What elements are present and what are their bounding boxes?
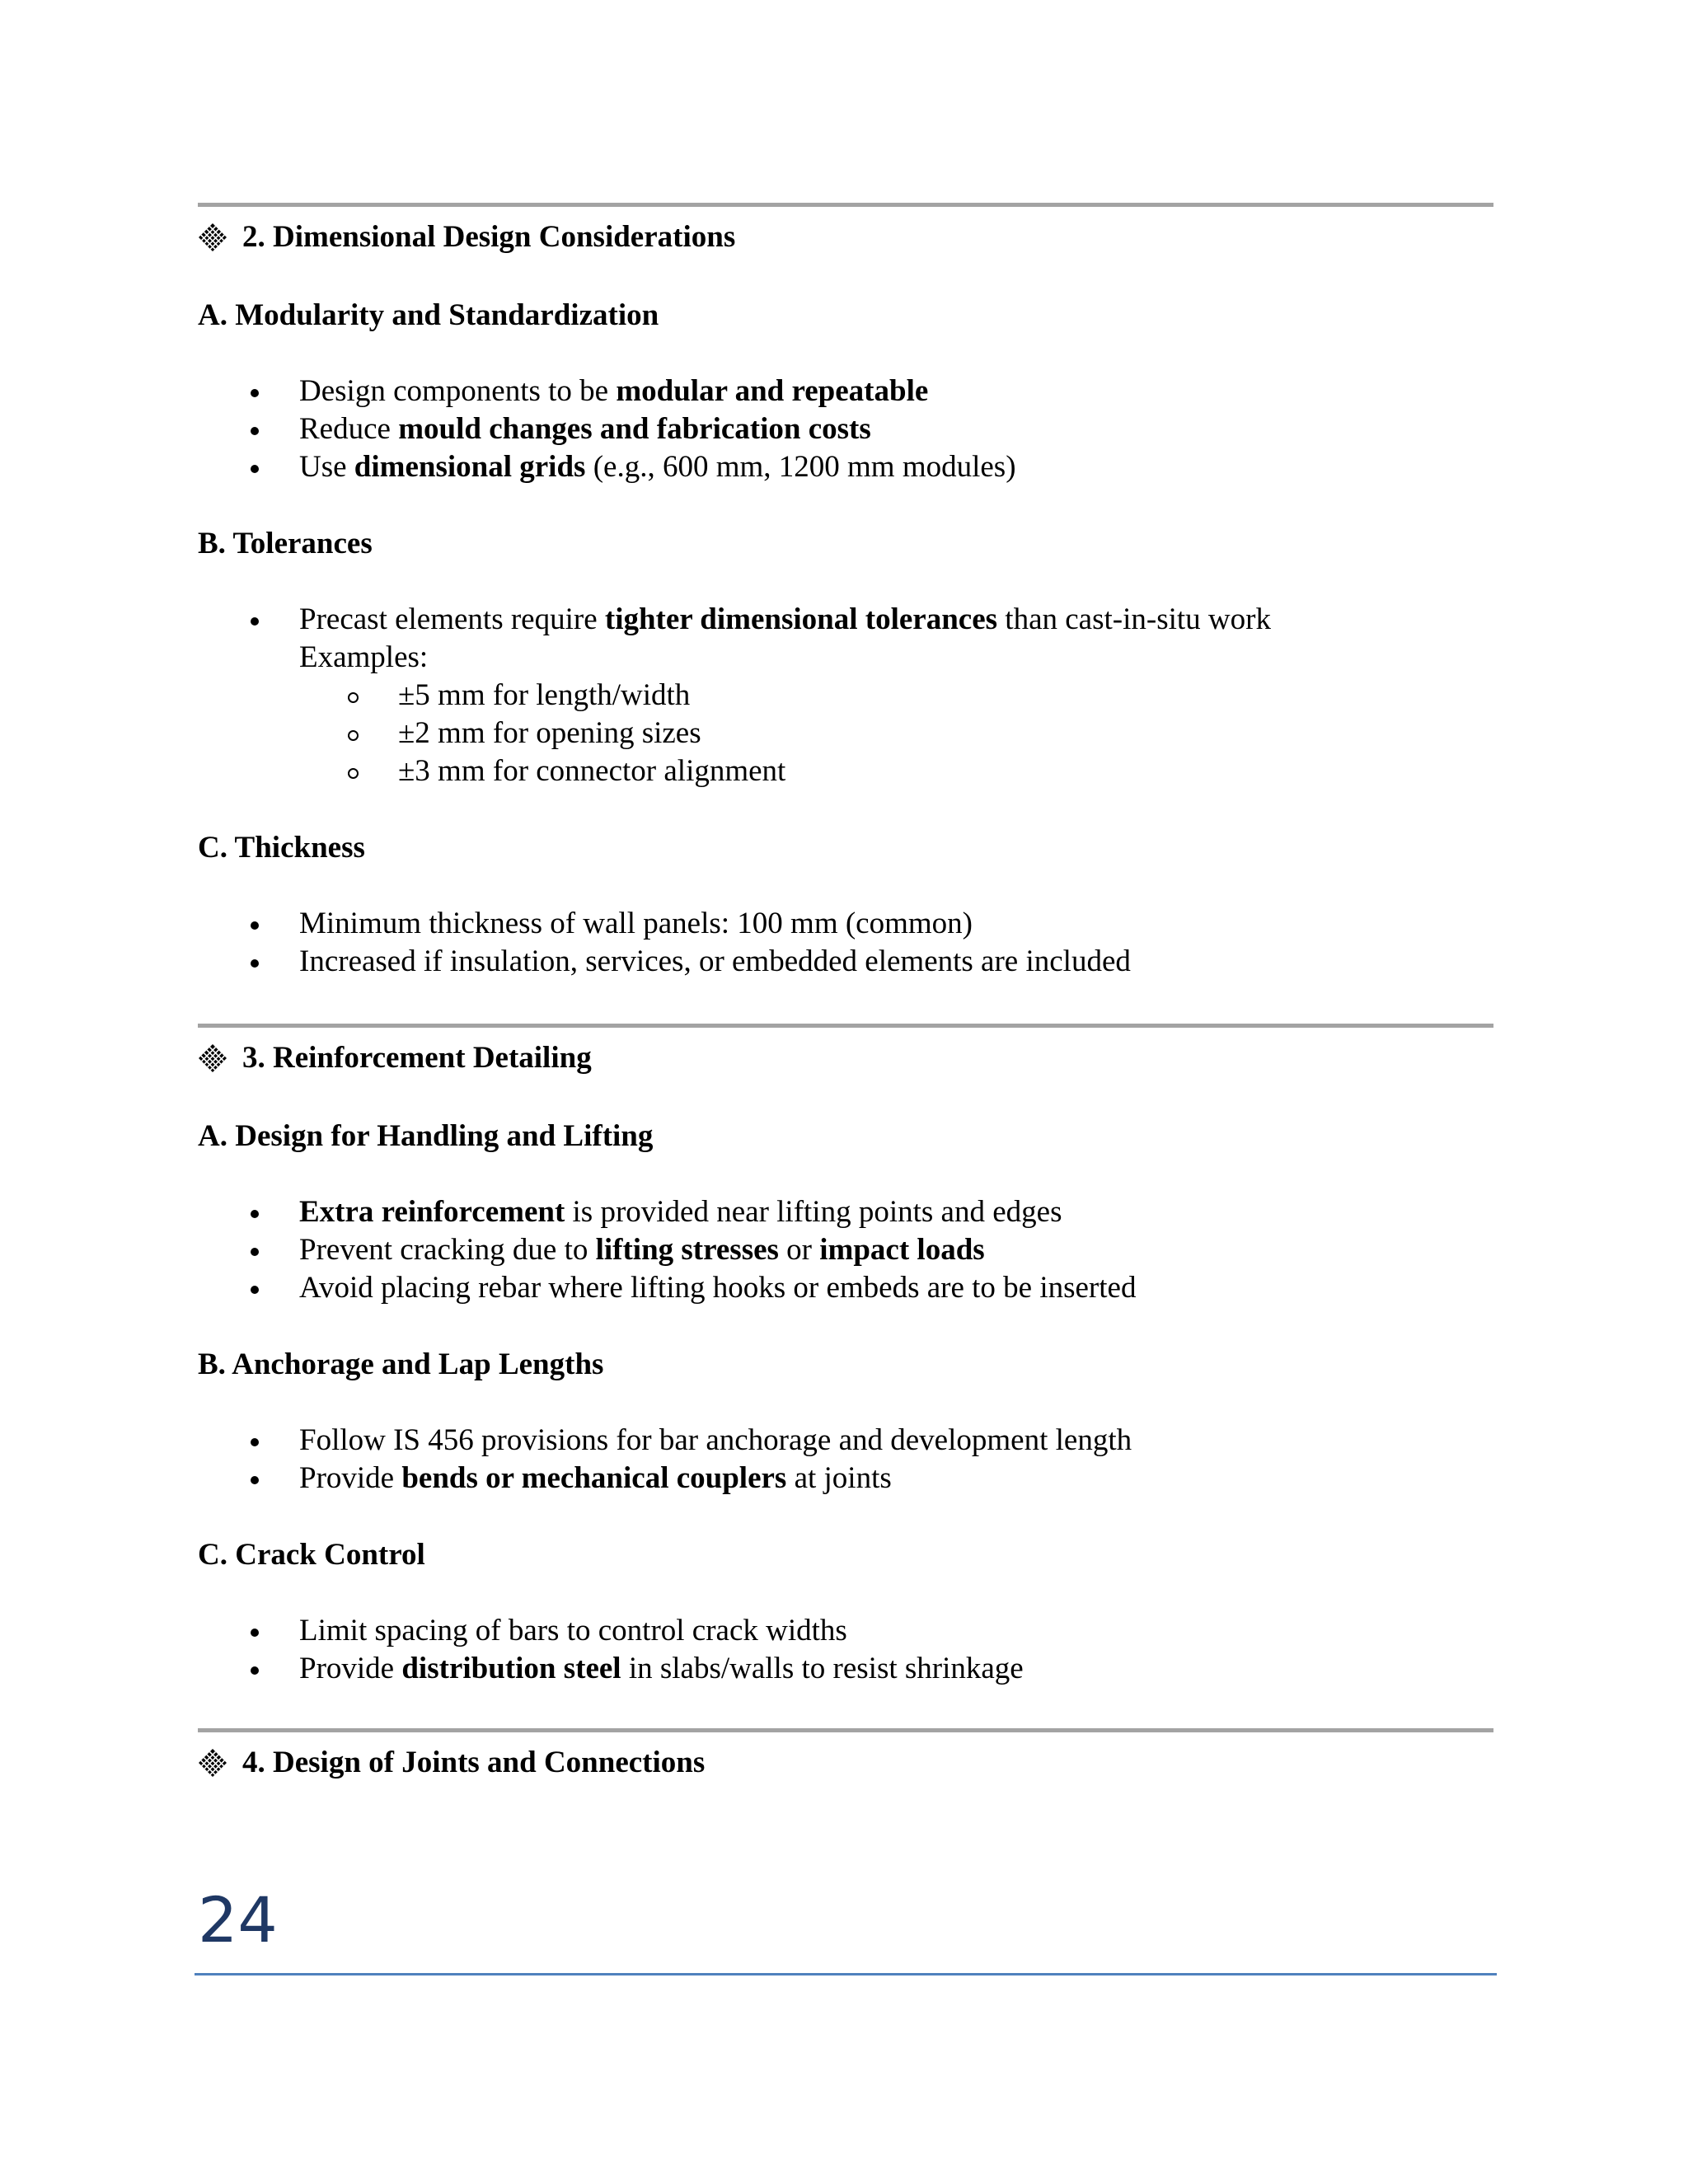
section-divider xyxy=(198,1728,1493,1732)
footer-line xyxy=(195,1973,1497,1975)
section-heading xyxy=(198,1040,592,1076)
diamond-grid-icon xyxy=(198,223,227,252)
document-page: 2. Dimensional Design Considerations A. Modularity and Standardization Design components to be modular and repeatable Reduce mould changes and fabrication costs Use dimensional grids (e.g., 600 mm, 1200 mm modules) B. Tolerances Precast elements require tighter dimensional tolerances than cast-in-situ work Examples: ±5 mm for length/width ±2 mm for opening sizes ±3 mm for connector alignment C. Thickness Minimum thickness of wall panels: 100 mm (common) Increased if insulation, services, or embedded elements are included 3. Reinforcement Detailing A. Design for Handling and Lifting Extra reinforcement is provided near lifting points and edges Prevent cracking due to lifting stresses or impact loads Avoid placing rebar where lifting hooks or embeds are to be inserted B. Anchorage and Lap Lengths Follow IS 456 provisions for bar anchorage and development length Provide bends or mechanical couplers at joints C. Crack Control Limit spacing of bars to control crack widths Provide distribution steel in slabs/walls to resist shrinkage 4. Design of Joints and Connections 24 xyxy=(0,0,1688,2184)
page-number: 24 xyxy=(198,1883,278,1957)
section-title: 2. Dimensional Design Considerations xyxy=(242,220,736,254)
subsection-heading: A. Modularity and Standardization xyxy=(198,298,659,332)
subsection-heading: B. Anchorage and Lap Lengths xyxy=(198,1347,604,1381)
subsection-heading: B. Tolerances xyxy=(198,527,373,560)
subsection-heading: C. Crack Control xyxy=(198,1538,425,1572)
section-title: 4. Design of Joints and Connections xyxy=(242,1746,706,1779)
section-divider xyxy=(198,1024,1493,1028)
subsection-heading: A. Design for Handling and Lifting xyxy=(198,1119,654,1153)
section-divider xyxy=(198,203,1493,207)
section-heading xyxy=(198,1745,705,1781)
diamond-grid-icon xyxy=(198,1043,227,1073)
diamond-grid-icon xyxy=(198,1748,227,1778)
section-title: 3. Reinforcement Detailing xyxy=(242,1041,592,1075)
subsection-heading: C. Thickness xyxy=(198,831,365,865)
section-heading xyxy=(198,219,735,255)
